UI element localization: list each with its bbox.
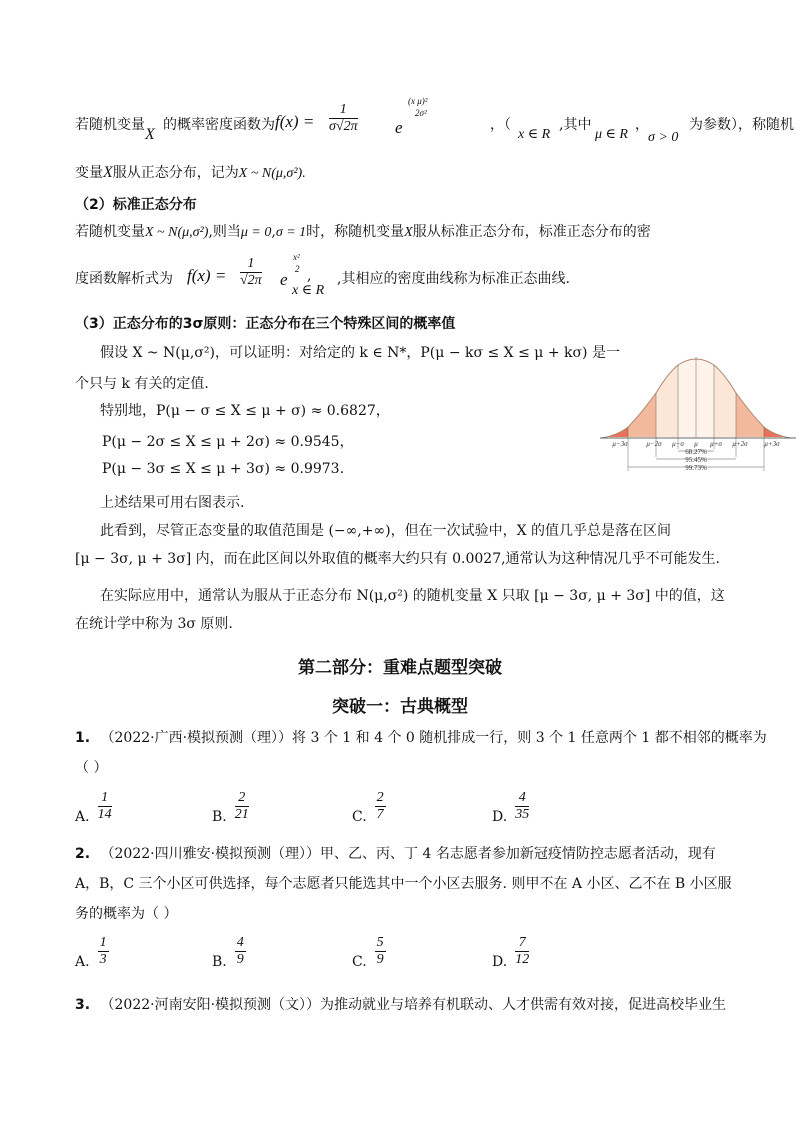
text: 度函数解析式为 (75, 271, 173, 287)
option-label: B. (212, 808, 227, 825)
tick-label: μ−3σ (612, 440, 628, 448)
pct-68: 68.27% (685, 448, 707, 456)
text: , (271, 224, 276, 240)
prob-1sigma: 特别地，P(μ − σ ≤ X ≤ μ + σ) ≈ 0.6827， (100, 403, 390, 419)
option-label: D. (492, 953, 508, 970)
text: ,其相应的密度曲线称为标准正态曲线. (337, 271, 570, 287)
option-label: C. (352, 808, 367, 825)
option-label: A. (75, 953, 90, 970)
numerator: 1 (329, 102, 358, 119)
numerator: 4 (236, 935, 244, 950)
option-fraction (98, 790, 112, 823)
option-fraction (375, 935, 386, 968)
option-a[interactable] (75, 935, 109, 968)
text: 时，称随机变量 (306, 224, 405, 240)
option-a[interactable] (75, 790, 112, 823)
numerator: 7 (515, 935, 529, 952)
density-line-2 (75, 162, 306, 182)
denominator: 3 (99, 952, 107, 967)
denominator: 21 (234, 807, 249, 822)
denominator: √2π (240, 273, 262, 288)
tick-label: μ−σ (672, 440, 684, 448)
heading-standard-normal: （2）标准正态分布 (75, 197, 197, 213)
prob-2sigma: P(μ − 2σ ≤ X ≤ μ + 2σ) ≈ 0.9545， (102, 434, 354, 450)
text: , (307, 268, 312, 284)
option-c[interactable] (352, 935, 386, 968)
mu-zero: μ = 0 (240, 225, 272, 240)
sigma-pos: σ > 0 (648, 130, 679, 145)
para-3sigma-1: 假设 X ~ N(μ,σ²)，可以证明：对给定的 k ∈ N*，P(μ − kσ ≤ X ≤ μ + kσ) 是一 (100, 345, 620, 361)
prob-3sigma: P(μ − 3σ ≤ X ≤ μ + 3σ) ≈ 0.9973. (102, 461, 345, 477)
option-b[interactable] (212, 935, 246, 968)
text: 服从标准正态分布，标准正态分布的密 (412, 224, 651, 240)
option-label: D. (492, 808, 508, 825)
text: ,则当 (208, 224, 241, 240)
option-label: A. (75, 808, 90, 825)
question-number: 3. (75, 997, 91, 1013)
numerator: 5 (376, 935, 384, 950)
exp-base: e (280, 270, 288, 289)
text: ， (635, 117, 649, 133)
option-d[interactable] (492, 790, 529, 823)
denominator: 7 (376, 807, 384, 822)
question-number: 1. (75, 730, 91, 746)
question-2 (75, 843, 716, 863)
text: 若随机变量 (75, 117, 145, 133)
std-fraction (240, 256, 262, 289)
option-fraction (98, 935, 109, 968)
figure-ref: 上述结果可用右图表示. (100, 495, 245, 511)
para-range: 此看到，尽管正态变量的取值范围是 (−∞,+∞)，但在一次试验中，X 的值几乎总是落在区间 (100, 523, 672, 539)
text: ，（ (490, 117, 511, 133)
para-3sigma-2: 个只与 k 有关的定值. (75, 376, 209, 392)
tick-label: μ+3σ (764, 440, 780, 448)
question-2-line-2: A，B，C 三个小区可供选择，每个志愿者只能选其中一个小区去服务. 则甲不在 A 小区、乙不在 B 小区服 (75, 876, 732, 892)
std-normal-line-1 (75, 221, 651, 241)
exp-base: e (395, 118, 403, 137)
text: 若随机变量 (75, 224, 145, 240)
denominator: 35 (515, 807, 530, 822)
numerator: 1 (240, 256, 262, 273)
std-normal-line-2 (75, 252, 675, 298)
question-number: 2. (75, 846, 91, 862)
tick-label: μ (694, 440, 698, 448)
text: 变量 (75, 165, 103, 181)
exp-bot: 2 (295, 264, 300, 274)
exp-bot: 2σ² (415, 108, 427, 118)
numerator: 1 (99, 935, 107, 950)
text: 的概率密度函数为 (163, 117, 275, 133)
question-text: （2022·广西·模拟预测（理））将 3 个 1 和 4 个 0 随机排成一行，则 3 个 1 任意两个 1 都不相邻的概率为 (100, 730, 767, 746)
question-text: （2022·四川雅安·模拟预测（理））甲、乙、丙、丁 4 名志愿者参加新冠疫情防控志愿者活动，现有 (100, 846, 716, 862)
x-in-r: x ∈ R (518, 127, 551, 142)
option-label: C. (352, 953, 367, 970)
option-fraction (515, 935, 529, 968)
var-x: X (145, 126, 155, 143)
question-text: （2022·河南安阳·模拟预测（文））为推动就业与培养有机联动、人才供需有效对接，促进高校毕业生 (100, 997, 727, 1013)
pct-95: 95.45% (685, 456, 707, 464)
density-fraction (329, 102, 358, 135)
option-fraction (375, 790, 386, 823)
option-label: B. (212, 953, 227, 970)
mu-in-r: μ ∈ R (595, 127, 628, 142)
denominator: 14 (97, 807, 112, 822)
normal-notation: X ~ N(μ,σ²). (238, 166, 306, 181)
para-3sigma-rule: 在统计学中称为 3σ 原则. (75, 616, 233, 632)
x-in-r: x ∈ R (292, 283, 325, 298)
denominator: σ√2π (329, 119, 358, 134)
numerator: 2 (376, 790, 384, 805)
numerator: 1 (98, 790, 112, 807)
numerator: 4 (515, 790, 529, 807)
var-x: X (103, 164, 113, 181)
break1-heading: 突破一：古典概型 (332, 697, 468, 717)
question-1 (75, 727, 767, 747)
option-d[interactable] (492, 935, 529, 968)
para-application: 在实际应用中，通常认为服从于正态分布 N(μ,σ²) 的随机变量 X 只取 [μ − 3σ, μ + 3σ] 中的值，这 (100, 588, 725, 604)
denominator: 12 (515, 952, 530, 967)
tick-label: μ−2σ (646, 440, 662, 448)
text: 为参数），称随机 (689, 117, 794, 133)
question-1-options (75, 790, 675, 830)
sigma-one: σ = 1 (275, 225, 307, 240)
option-c[interactable] (352, 790, 386, 823)
part2-heading: 第二部分：重难点题型突破 (298, 658, 502, 678)
f-of-x: f(x) = (187, 266, 227, 285)
option-fraction (235, 935, 246, 968)
heading-3sigma: （3）正态分布的3σ原则：正态分布在三个特殊区间的概率值 (75, 316, 456, 332)
exp-top: (x μ)² (408, 96, 428, 106)
option-fraction (515, 790, 529, 823)
denominator: 9 (236, 952, 244, 967)
f-of-x: f(x) = (275, 112, 315, 131)
question-3 (75, 994, 726, 1014)
text: 服从正态分布，记为 (112, 165, 239, 181)
question-1-paren: （ ） (75, 760, 108, 776)
denominator: 9 (376, 952, 384, 967)
option-fraction (235, 790, 249, 823)
normal-curve-figure (598, 345, 798, 475)
question-2-options (75, 935, 675, 975)
pct-99: 99.73% (685, 464, 707, 472)
normal-notation: X ~ N(μ,σ²) (145, 225, 209, 240)
tick-label: μ+σ (710, 440, 722, 448)
question-2-line-3: 务的概率为（ ） (75, 906, 178, 922)
var-x: X (404, 225, 413, 240)
option-b[interactable] (212, 790, 249, 823)
tick-label: μ+2σ (732, 440, 748, 448)
exp-top: x² (293, 252, 300, 262)
numerator: 2 (235, 790, 249, 807)
para-interval: [μ − 3σ, μ + 3σ] 内，而在此区间以外取值的概率大约只有 0.0027,通常认为这种情况几乎不可能发生. (75, 551, 720, 567)
text: ,其中 (559, 117, 592, 133)
